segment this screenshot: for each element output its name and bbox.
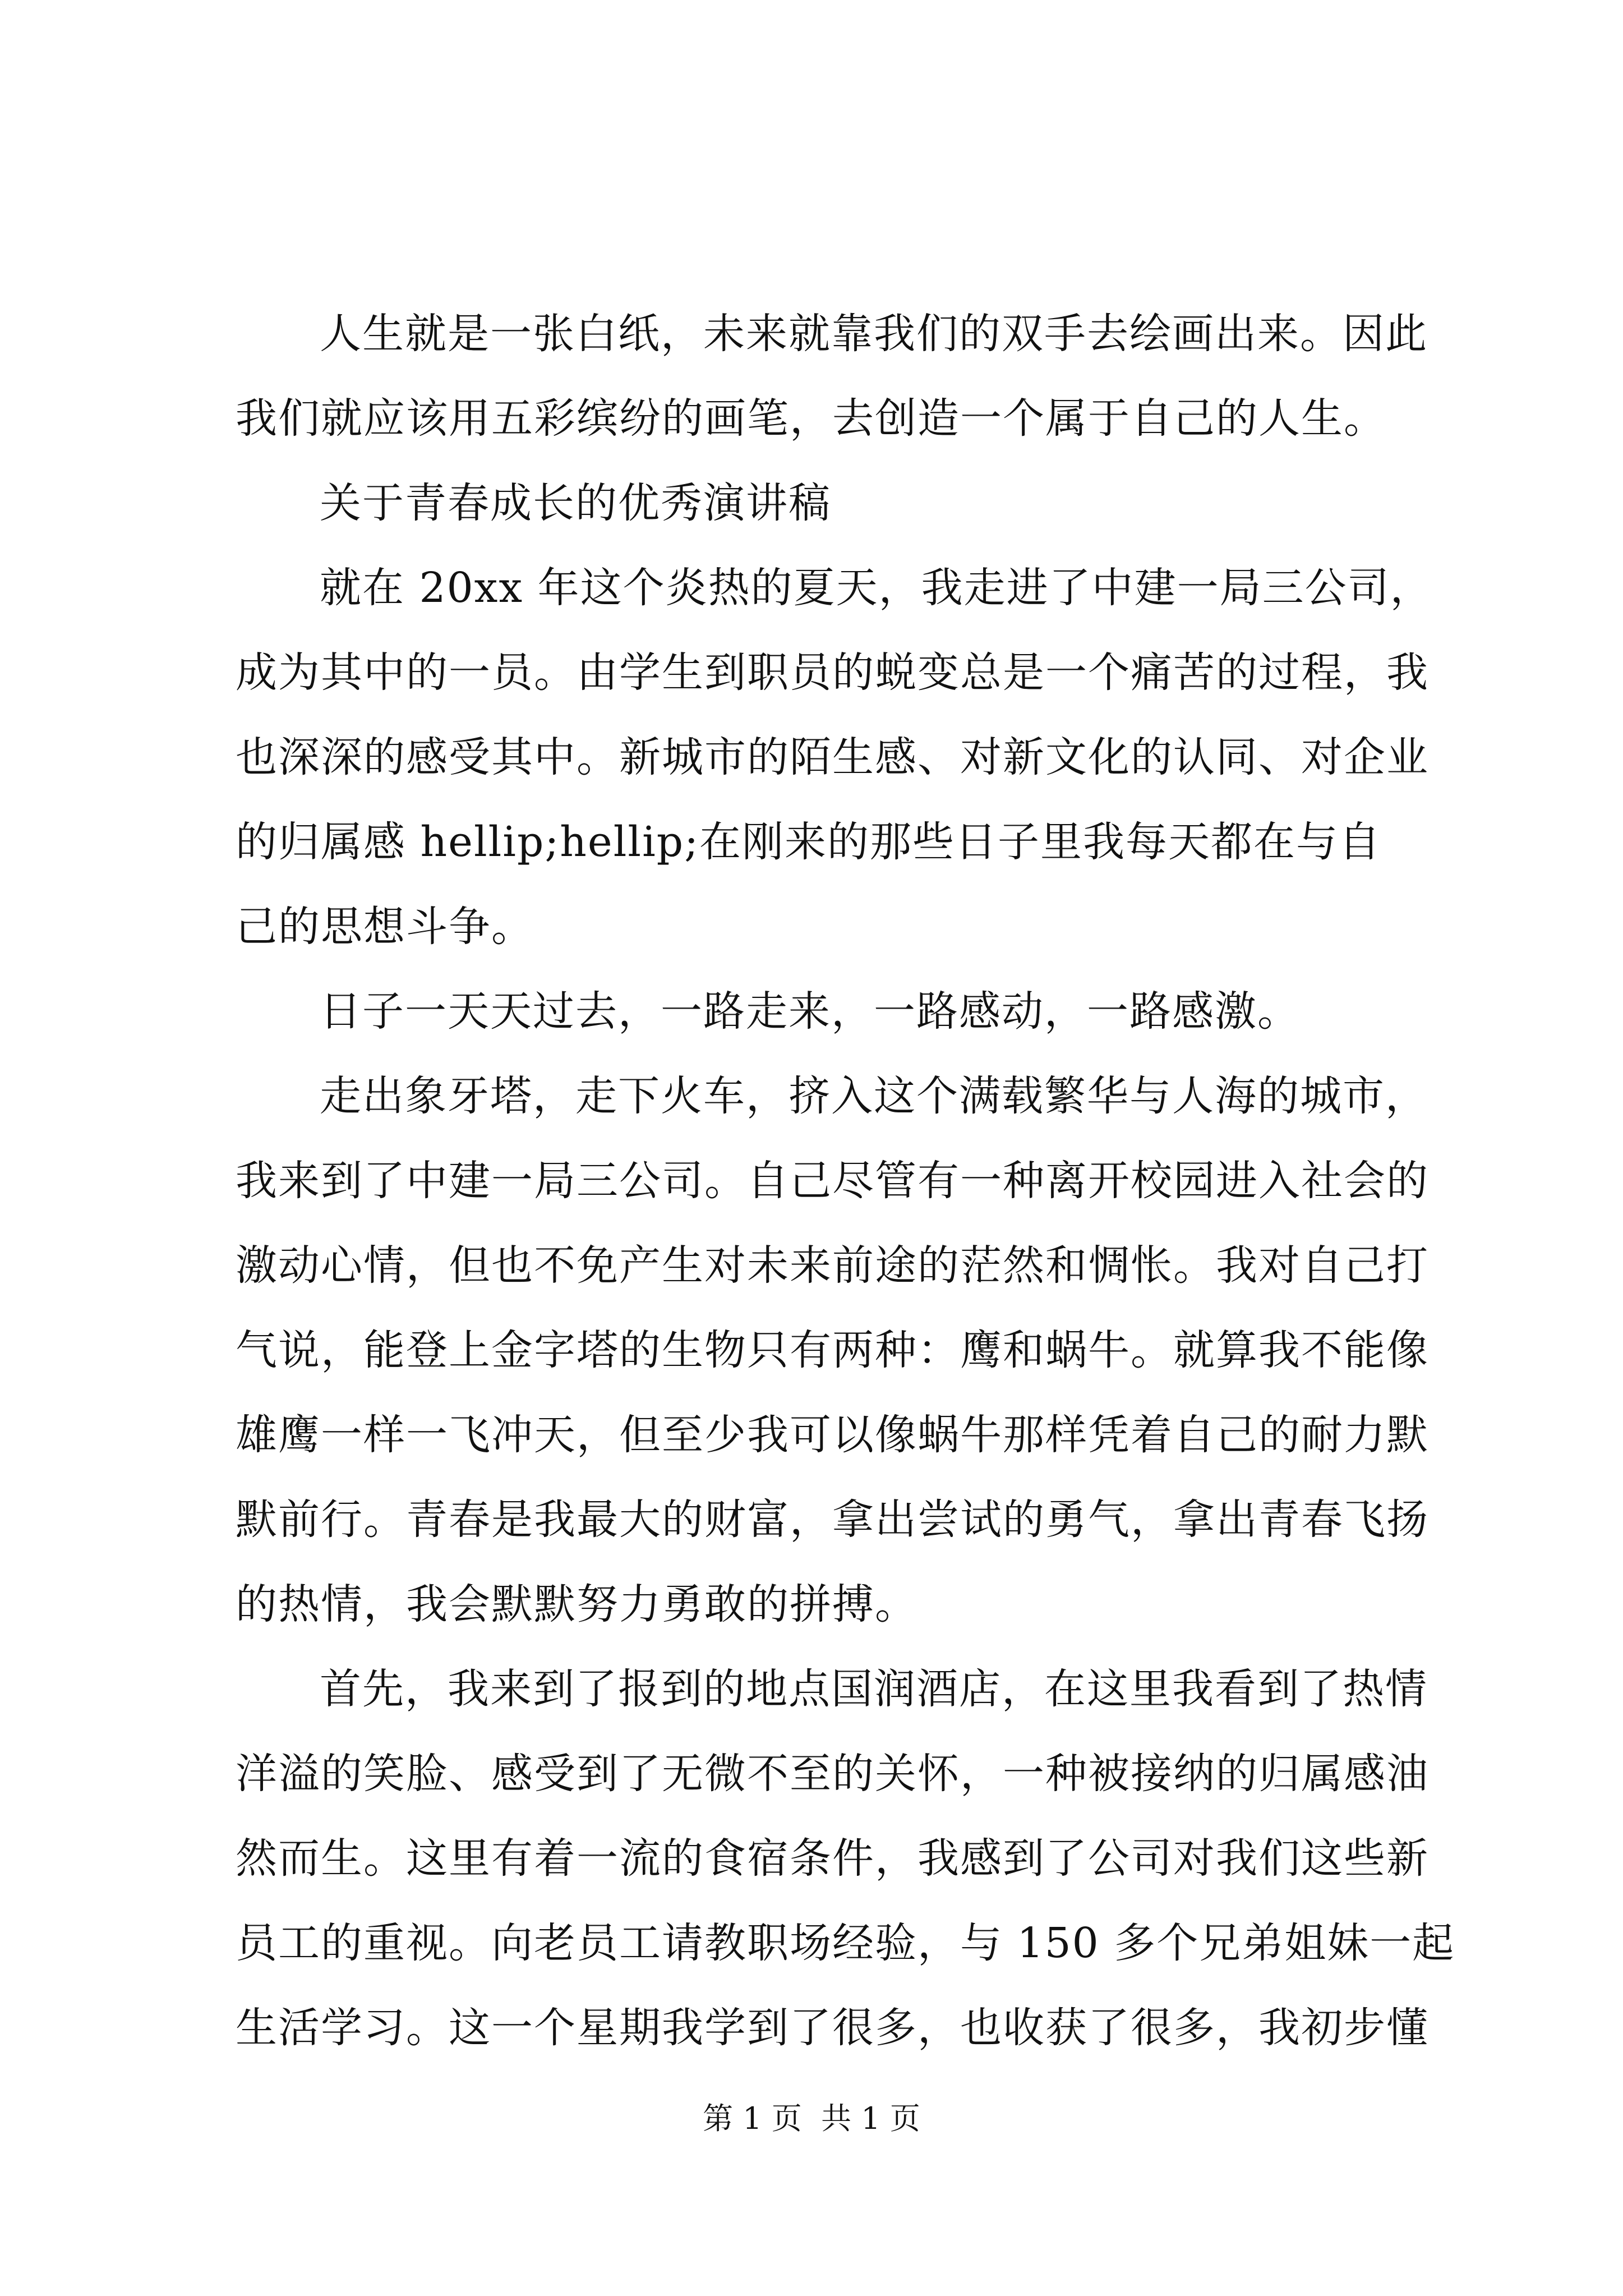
- paragraph-line: 员工的重视。向老员工请教职场经验，与 150 多个兄弟姐妹一起: [236, 1919, 1455, 1967]
- paragraph-line: 洋溢的笑脸、感受到了无微不至的关怀，一种被接纳的归属感油: [236, 1750, 1429, 1798]
- paragraph-line: 己的思想斗争。: [236, 903, 534, 951]
- paragraph-line: 日子一天天过去，一路走来，一路感动，一路感激。: [320, 987, 1300, 1036]
- paragraph-line: 激动心情，但也不免产生对未来前途的茫然和惆怅。我对自己打: [236, 1241, 1429, 1290]
- paragraph-line: 气说，能登上金字塔的生物只有两种：鹰和蜗牛。就算我不能像: [236, 1326, 1429, 1374]
- body-text: [236, 292, 1455, 2070]
- section-title: 关于青春成长的优秀演讲稿: [320, 479, 831, 527]
- paragraph-line: 我们就应该用五彩缤纷的画笔，去创造一个属于自己的人生。: [236, 394, 1386, 443]
- paragraph-line: 我来到了中建一局三公司。自己尽管有一种离开校园进入社会的: [236, 1157, 1429, 1205]
- paragraph-line: 人生就是一张白纸，未来就靠我们的双手去绘画出来。因此: [320, 310, 1428, 358]
- paragraph-line: 也深深的感受其中。新城市的陌生感、对新文化的认同、对企业: [236, 733, 1429, 781]
- paragraph-line: 生活学习。这一个星期我学到了很多，也收获了很多，我初步懂: [236, 2004, 1429, 2052]
- paragraph-line: 就在 20xx 年这个炎热的夏天，我走进了中建一局三公司，: [320, 564, 1433, 612]
- paragraph-line: 走出象牙塔，走下火车，挤入这个满载繁华与人海的城市，: [320, 1072, 1428, 1120]
- paragraph-line: 然而生。这里有着一流的食宿条件，我感到了公司对我们这些新: [236, 1834, 1429, 1883]
- paragraph-line: 雄鹰一样一飞冲天，但至少我可以像蜗牛那样凭着自己的耐力默: [236, 1411, 1429, 1459]
- paragraph-line: 成为其中的一员。由学生到职员的蜕变总是一个痛苦的过程，我: [236, 648, 1429, 697]
- paragraph-line: 首先，我来到了报到的地点国润酒店，在这里我看到了热情: [320, 1665, 1428, 1713]
- paragraph-line: 的热情，我会默默努力勇敢的拼搏。: [236, 1580, 917, 1628]
- paragraph-line: 的归属感 hellip;hellip;在刚来的那些日子里我每天都在与自: [236, 818, 1382, 866]
- page-number-footer: 第 1 页 共 1 页: [703, 2101, 920, 2136]
- paragraph-line: 默前行。青春是我最大的财富，拿出尝试的勇气，拿出青春飞扬: [236, 1496, 1429, 1544]
